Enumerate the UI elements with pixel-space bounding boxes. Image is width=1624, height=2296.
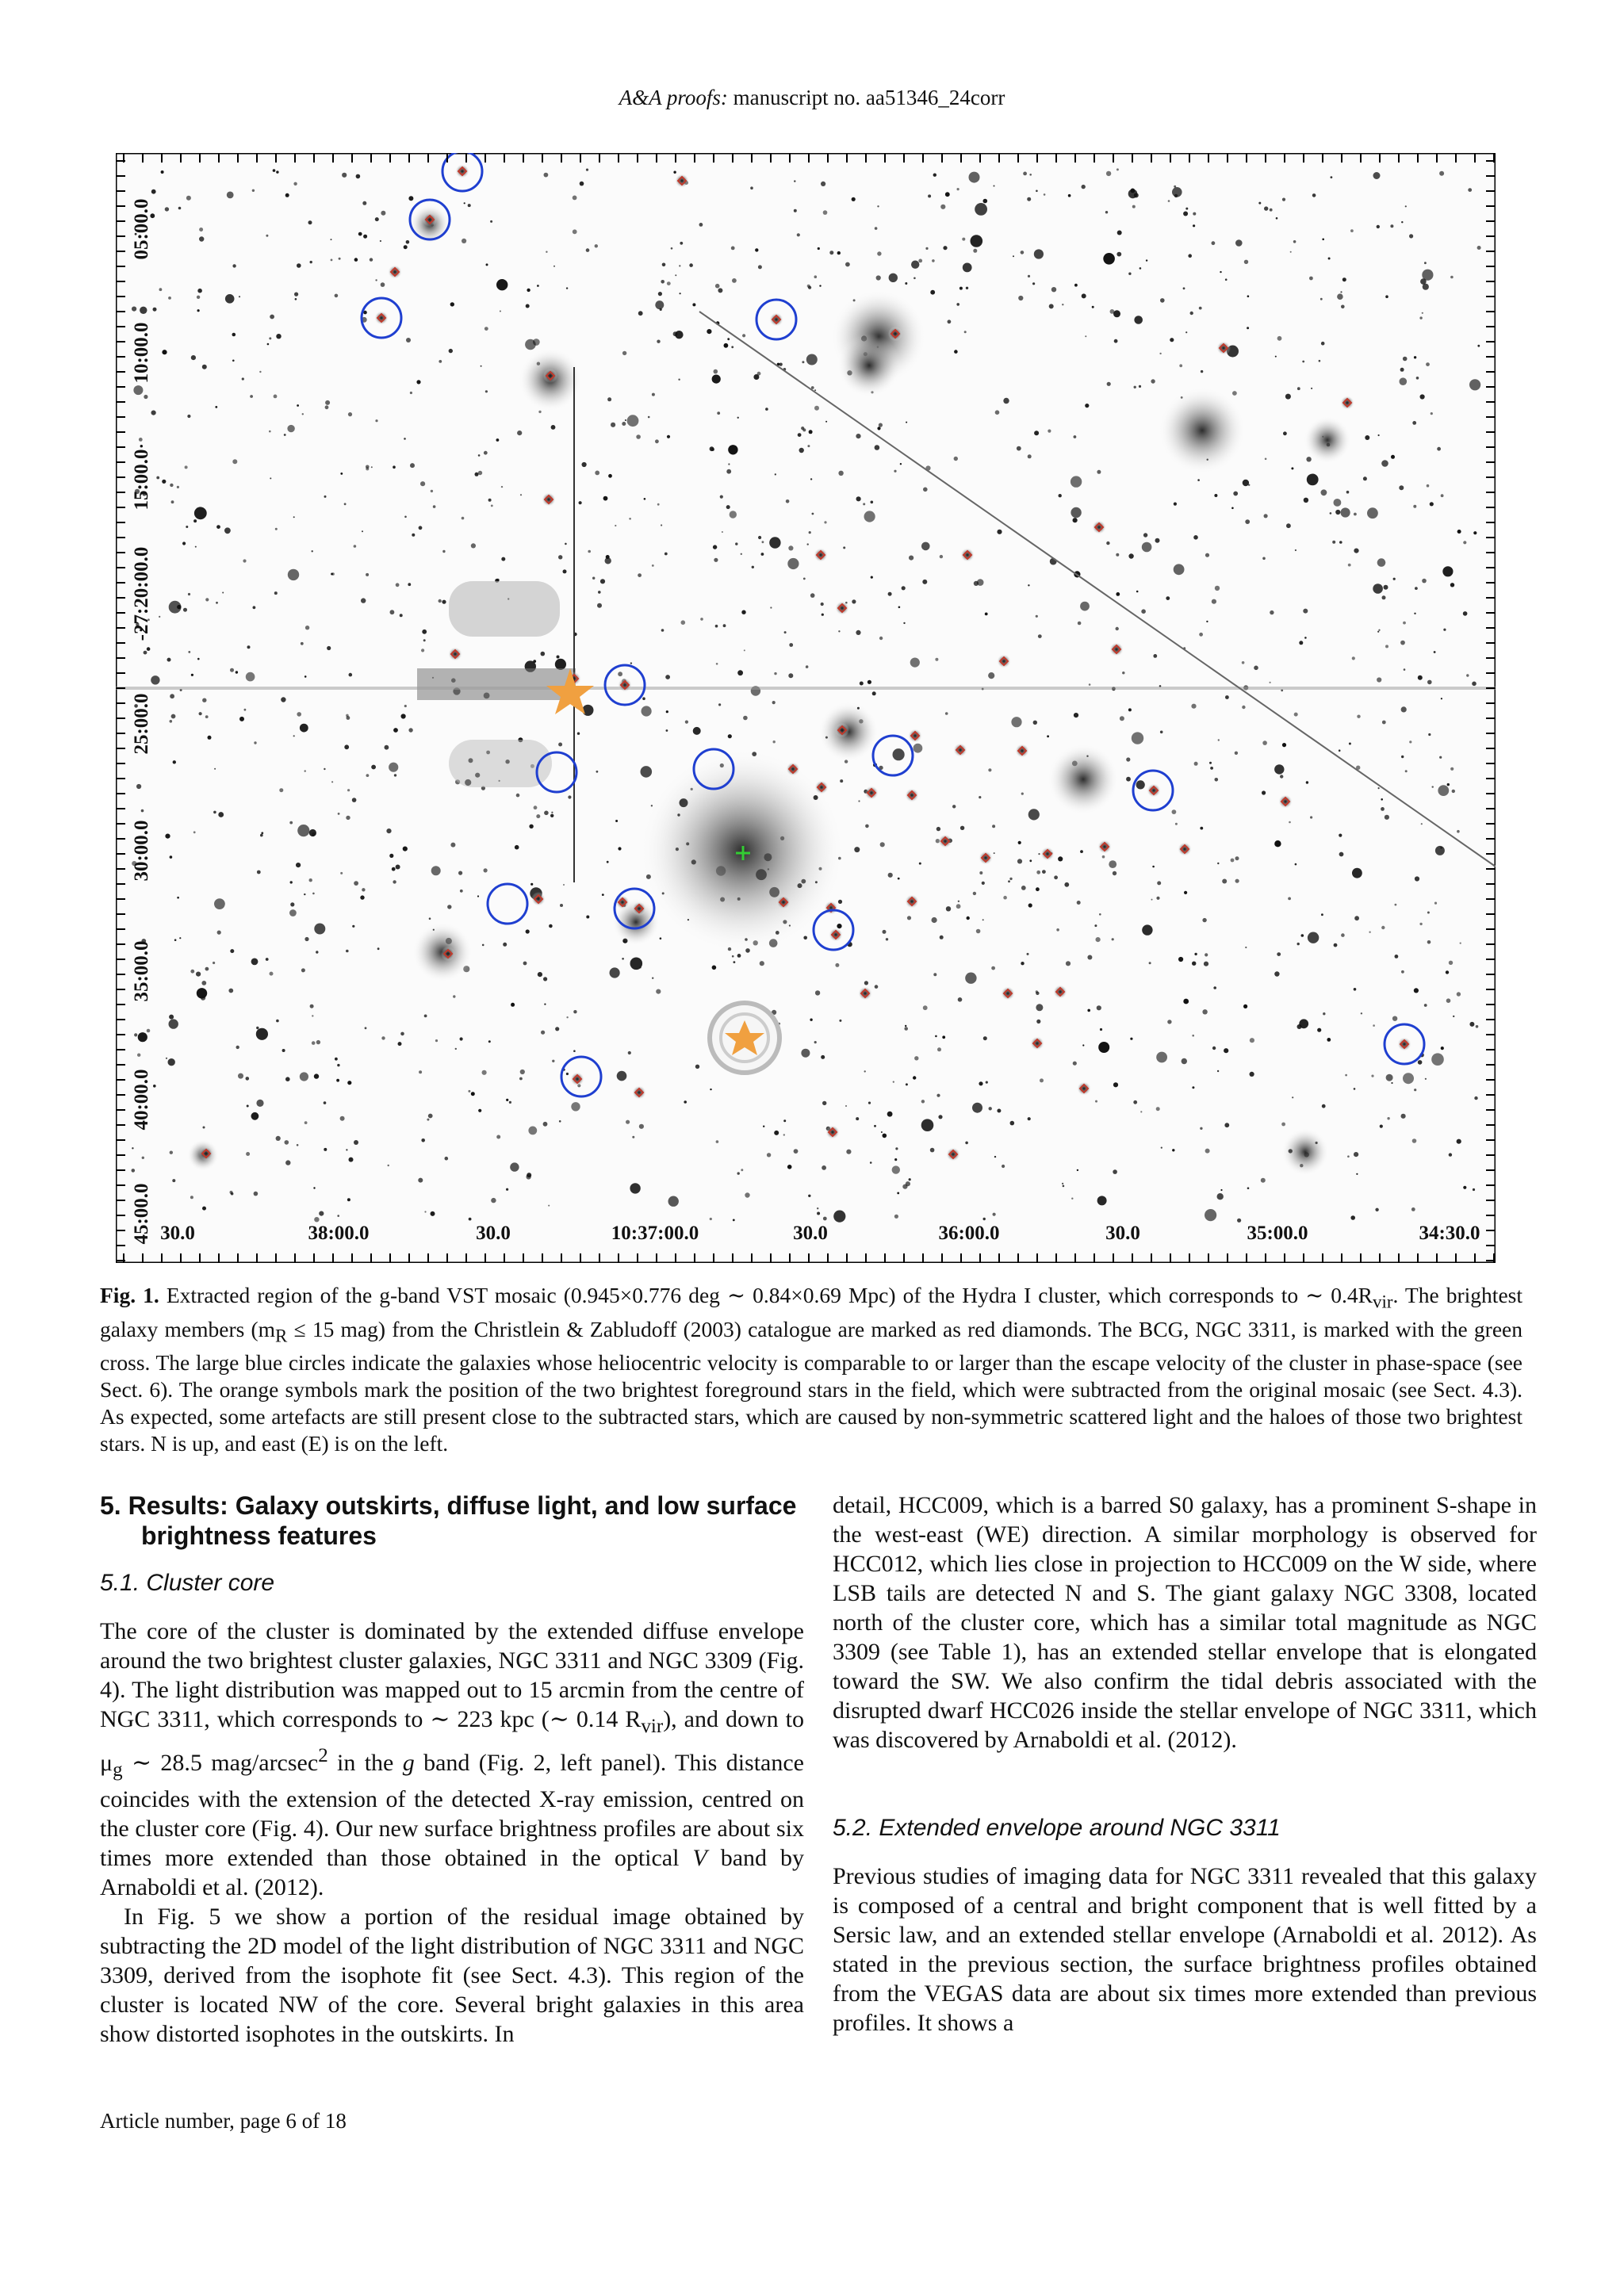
dec-tick-label: 30:00.0 bbox=[131, 820, 152, 882]
caption-label: Fig. 1. bbox=[100, 1283, 159, 1307]
dec-tick-label: 05:00.0 bbox=[131, 198, 152, 260]
figure-caption: Fig. 1. Extracted region of the g-band VST mosaic (0.945×0.776 deg ∼ 0.84×0.69 Mpc) of the Hydra I cluster, which corresponds to ∼ $0.4R_{vir}$. The brightest galaxy members ($m_R \le 15$ mag) from the Christlein & Zabludoff (2003) catalogue are marked as red diamonds. The BCG, NGC 3311, is marked with the green cross. The large blue circles indicate the galaxies whose heliocentric velocity is comparable to or larger than the escape velocity of the cluster in phase-space (see Sect. 6). The orange symbols mark the position of the two brightest foreground stars in the field, which were subtracted from the original mosaic (see Sect. 4.3). As expected, some artefacts are still present close to the subtracted stars, which are caused by non-symmetric scattered light and the haloes of those two brightest stars. N is up, and east (E) is on the left. bbox=[100, 1283, 1522, 1456]
left-column bbox=[100, 1490, 804, 2049]
hydra-mosaic-image bbox=[116, 153, 1496, 1263]
subsection-title: 5.2. Extended envelope around NGC 3311 bbox=[833, 1815, 1281, 1841]
dec-tick-label: 15:00.0 bbox=[131, 449, 152, 511]
ra-tick-label: 30.0 bbox=[793, 1223, 828, 1244]
running-header bbox=[0, 86, 1624, 110]
dec-axis-labels bbox=[131, 198, 152, 1244]
image-frame bbox=[116, 153, 1496, 1263]
dec-tick-label: -27:20:00.0 bbox=[131, 546, 152, 641]
ra-axis-labels bbox=[160, 1223, 1480, 1244]
section-title: 5. Results: Galaxy outskirts, diffuse light, and low surface brightness features bbox=[100, 1491, 797, 1550]
ra-tick-label: 30.0 bbox=[160, 1223, 195, 1244]
dec-tick-label: 25:00.0 bbox=[131, 693, 152, 755]
page-footer: Article number, page 6 of 18 bbox=[100, 2109, 347, 2133]
ra-tick-label: 10:37:00.0 bbox=[611, 1223, 699, 1244]
paragraph: The core of the cluster is dominated by the extended diffuse envelope around the two brightest cluster galaxies, NGC 3311 and NGC 3309 (Fig. 4). The light distribution was mapped out to 15 arcmin from the centre of NGC 3311, which corresponds to ∼ 223 kpc (∼ 0.14 $R_{vir}$), and down to $\mu_g$ ∼ 28.5 mag/arcsec$^2$ in the g band (Fig. 2, left panel). This distance coincides with the extension of the detected X-ray emission, centred on the cluster core (Fig. 4). Our new surface brightness profiles are about six times more extended than those obtained in the optical V band by Arnaboldi et al. (2012). bbox=[100, 1618, 804, 1900]
ra-tick-label: 38:00.0 bbox=[308, 1223, 370, 1244]
manuscript-id: manuscript no. aa51346_24corr bbox=[727, 86, 1005, 109]
ra-tick-label: 30.0 bbox=[1105, 1223, 1140, 1244]
dec-tick-label: 10:00.0 bbox=[131, 322, 152, 384]
ra-tick-label: 36:00.0 bbox=[938, 1223, 1000, 1244]
dec-tick-label: 35:00.0 bbox=[131, 940, 152, 1002]
ra-tick-label: 34:30.0 bbox=[1419, 1223, 1480, 1244]
dec-tick-label: 40:00.0 bbox=[131, 1069, 152, 1131]
right-column bbox=[833, 1490, 1537, 2038]
ra-tick-label: 35:00.0 bbox=[1247, 1223, 1308, 1244]
paragraph: In Fig. 5 we show a portion of the residual image obtained by subtracting the 2D model of the light distribution of NGC 3311 and NGC 3309, derived from the isophote fit (see Sect. 4.3). This region of the cluster is located NW of the core. Several bright galaxies in this area show distorted isophotes in the outskirts. In bbox=[100, 1904, 804, 2047]
figure-1 bbox=[116, 153, 1496, 1263]
journal-name: A&A proofs: bbox=[619, 86, 728, 109]
paragraph: Previous studies of imaging data for NGC 3311 revealed that this galaxy is composed of a central and bright component that is well fitted by a Sersic law, and an extended stellar envelope (Arnaboldi et al. 2012). As stated in the previous section, the surface brightness profiles obtained from the VEGAS data are about six times more extended than previous profiles. It shows a bbox=[833, 1863, 1537, 2036]
dec-tick-label: 45:00.0 bbox=[131, 1183, 152, 1245]
ra-tick-label: 30.0 bbox=[476, 1223, 511, 1244]
subsection-title: 5.1. Cluster core bbox=[100, 1570, 275, 1596]
paragraph: detail, HCC009, which is a barred S0 galaxy, has a prominent S-shape in the west-east (WE) direction. A similar morphology is observed for HCC012, which lies close in projection to HCC009 on the W side, where LSB tails are detected N and S. The giant galaxy NGC 3308, located north of the cluster core, which has a similar total magnitude as NGC 3309 (see Table 1), has an extended stellar envelope that is elongated toward the SW. We also confirm the tidal debris associated with the disrupted dwarf HCC026 inside the stellar envelope of NGC 3311, which was discovered by Arnaboldi et al. (2012). bbox=[833, 1492, 1537, 1753]
